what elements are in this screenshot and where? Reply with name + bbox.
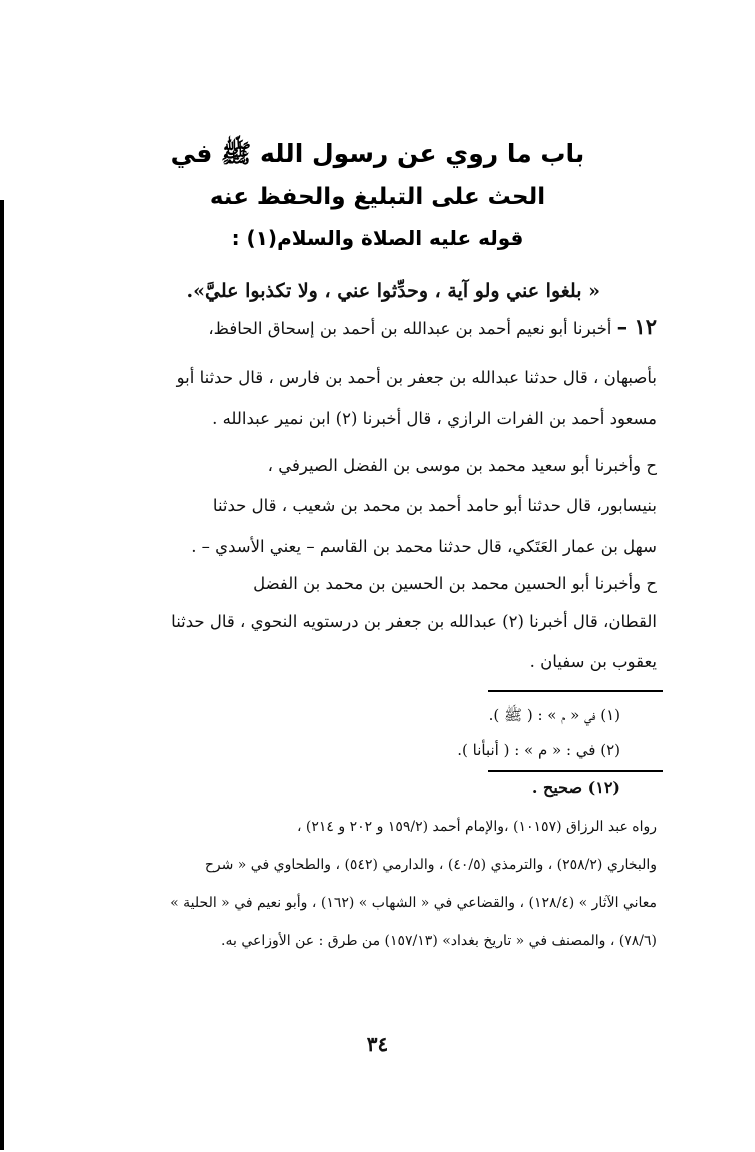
scan-edge-shadow (0, 200, 4, 1150)
body-line-3: مسعود أحمد بن الفرات الرازي ، قال أخبرنا (٢) ابن نمير عبدالله . (212, 409, 657, 428)
takhrij-line-4: (٧٨/٦) ، والمصنف في « تاريخ بغداد» (١٥٧/١٣) من طرق : عن الأوزاعي به. (221, 933, 657, 949)
body-line-5: بنيسابور، قال حدثنا أبو حامد أحمد بن محمد بن شعيب ، قال حدثنا (212, 496, 657, 515)
hadith-number: ١٢ – (616, 314, 657, 339)
takhrij-line-1: رواه عبد الرزاق (١٠١٥٧) ،والإمام أحمد (١٥٩/٢ و ٢٠٢ و ٢١٤) ، (296, 819, 657, 835)
takhrij-line-2: والبخاري (٢٥٨/٢) ، والترمذي (٤٠/٥) ، والدارمي (٥٤٢) ، والطحاوي في « شرح (204, 857, 657, 873)
body-line-4: ح وأخبرنا أبو سعيد محمد بن موسى بن الفضل الصيرفي ، (267, 456, 657, 475)
chapter-heading-line-1: باب ما روي عن رسول الله ﷺ في (170, 139, 585, 168)
body-line-9: يعقوب بن سفيان . (529, 652, 657, 671)
body-line-7: ح وأخبرنا أبو الحسين محمد بن الحسين بن محمد بن الفضل (253, 574, 657, 593)
hadith-text: « بلغوا عني ولو آية ، وحدِّثوا عني ، ولا تكذبوا عليَّ». (186, 280, 600, 302)
chapter-heading-line-2: الحث على التبليغ والحفظ عنه (209, 184, 546, 210)
footnote-1: (١) في « م » : ( ﷺ ). (488, 706, 620, 724)
chapter-heading-line-3: قوله عليه الصلاة والسلام(١) : (231, 226, 524, 250)
takhrij-line-3: معاني الآثار » (١٢٨/٤) ، والقضاعي في « الشهاب » (١٦٢) ، وأبو نعيم في « الحلية » (170, 895, 657, 911)
page-number: ٣٤ (366, 1032, 389, 1056)
body-line-1-text: أخبرنا أبو نعيم أحمد بن عبدالله بن أحمد بن إسحاق الحافظ، (208, 319, 612, 338)
hadith-grade: (١٢) صحيح . (531, 778, 620, 797)
body-line-8: القطان، قال أخبرنا (٢) عبدالله بن جعفر بن درستويه النحوي ، قال حدثنا (171, 612, 657, 631)
body-line-2: بأصبهان ، قال حدثنا عبدالله بن جعفر بن أحمد بن فارس ، قال حدثنا أبو (176, 368, 657, 387)
body-line-6: سهل بن عمار العَتَكي، قال حدثنا محمد بن القاسم – يعني الأسدي – . (191, 537, 657, 556)
body-line-1 (208, 314, 657, 339)
footnote-separator (488, 690, 663, 692)
takhrij-separator (488, 770, 663, 772)
footnote-2: (٢) في : « م » : ( أنبأنا ). (457, 741, 620, 759)
